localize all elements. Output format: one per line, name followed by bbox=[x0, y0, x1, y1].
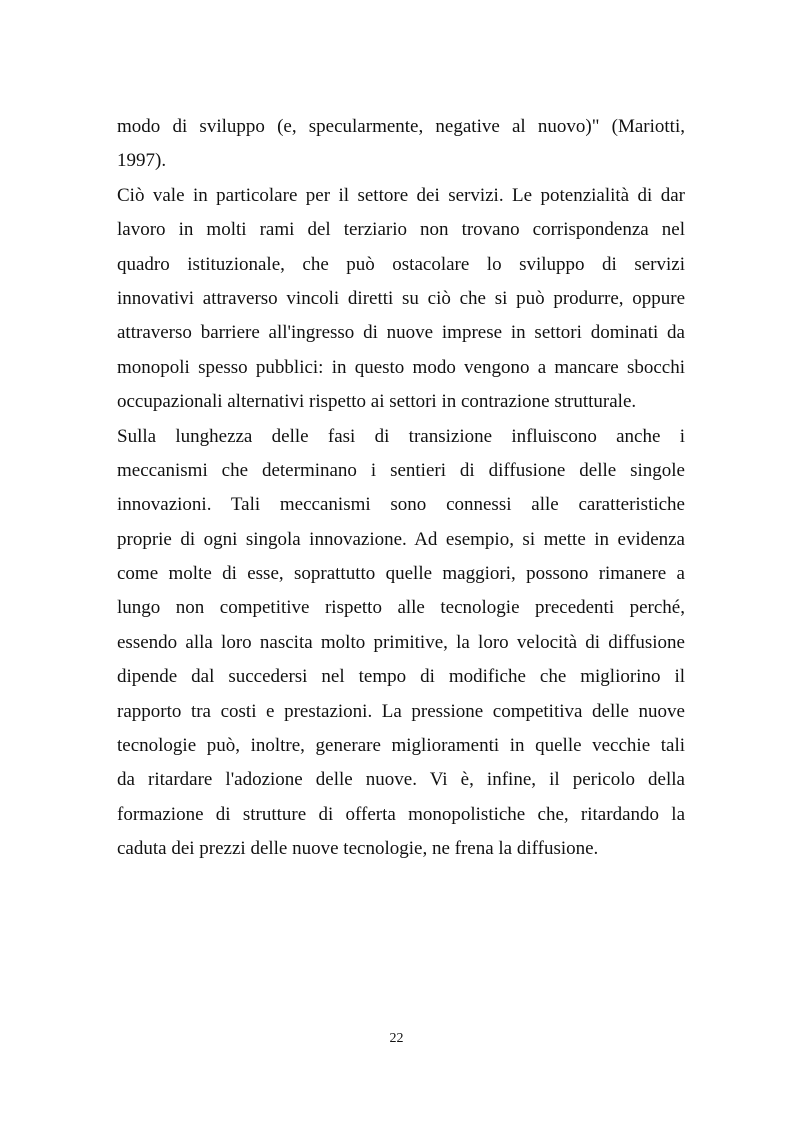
text-line: modo di sviluppo (e, specularmente, negative al nuovo)" (Mariotti, bbox=[117, 116, 685, 137]
text-line: caduta dei prezzi delle nuove tecnologie, ne frena la diffusione. bbox=[117, 838, 599, 860]
text-line: essendo alla loro nascita molto primitive, la loro velocità di diffusione bbox=[117, 631, 685, 653]
text-line: 1997). bbox=[117, 150, 167, 172]
body-text bbox=[117, 110, 685, 867]
text-line: attraverso barriere all'ingresso di nuove imprese in settori dominati da bbox=[117, 322, 685, 344]
text-line: quadro istituzionale, che può ostacolare lo sviluppo di servizi bbox=[117, 253, 685, 275]
text-line: meccanismi che determinano i sentieri di diffusione delle singole bbox=[117, 459, 685, 481]
page-number: 22 bbox=[389, 1031, 404, 1046]
text-line: occupazionali alternativi rispetto ai settori in contrazione strutturale. bbox=[117, 391, 637, 413]
text-line: lavoro in molti rami del terziario non trovano corrispondenza nel bbox=[117, 219, 685, 241]
text-line: rapporto tra costi e prestazioni. La pressione competitiva delle nuove bbox=[117, 700, 685, 722]
text-line: tecnologie può, inoltre, generare miglioramenti in quelle vecchie tali bbox=[117, 735, 685, 757]
text-line: proprie di ogni singola innovazione. Ad esempio, si mette in evidenza bbox=[117, 528, 685, 550]
text-line: Sulla lunghezza delle fasi di transizione influiscono anche i bbox=[117, 425, 685, 447]
text-line: da ritardare l'adozione delle nuove. Vi è, infine, il pericolo della bbox=[117, 769, 685, 791]
text-line: come molte di esse, soprattutto quelle maggiori, possono rimanere a bbox=[117, 563, 685, 585]
text-line: formazione di strutture di offerta monopolistiche che, ritardando la bbox=[117, 803, 685, 825]
text-line: innovazioni. Tali meccanismi sono connessi alle caratteristiche bbox=[117, 494, 685, 516]
text-line: innovativi attraverso vincoli diretti su ciò che si può produrre, oppure bbox=[117, 287, 685, 309]
text-line: Ciò vale in particolare per il settore dei servizi. Le potenzialità di dar bbox=[117, 184, 685, 206]
text-line: monopoli spesso pubblici: in questo modo vengono a mancare sbocchi bbox=[117, 356, 685, 378]
text-line: dipende dal succedersi nel tempo di modifiche che migliorino il bbox=[117, 666, 685, 688]
text-line: lungo non competitive rispetto alle tecnologie precedenti perché, bbox=[117, 597, 685, 619]
